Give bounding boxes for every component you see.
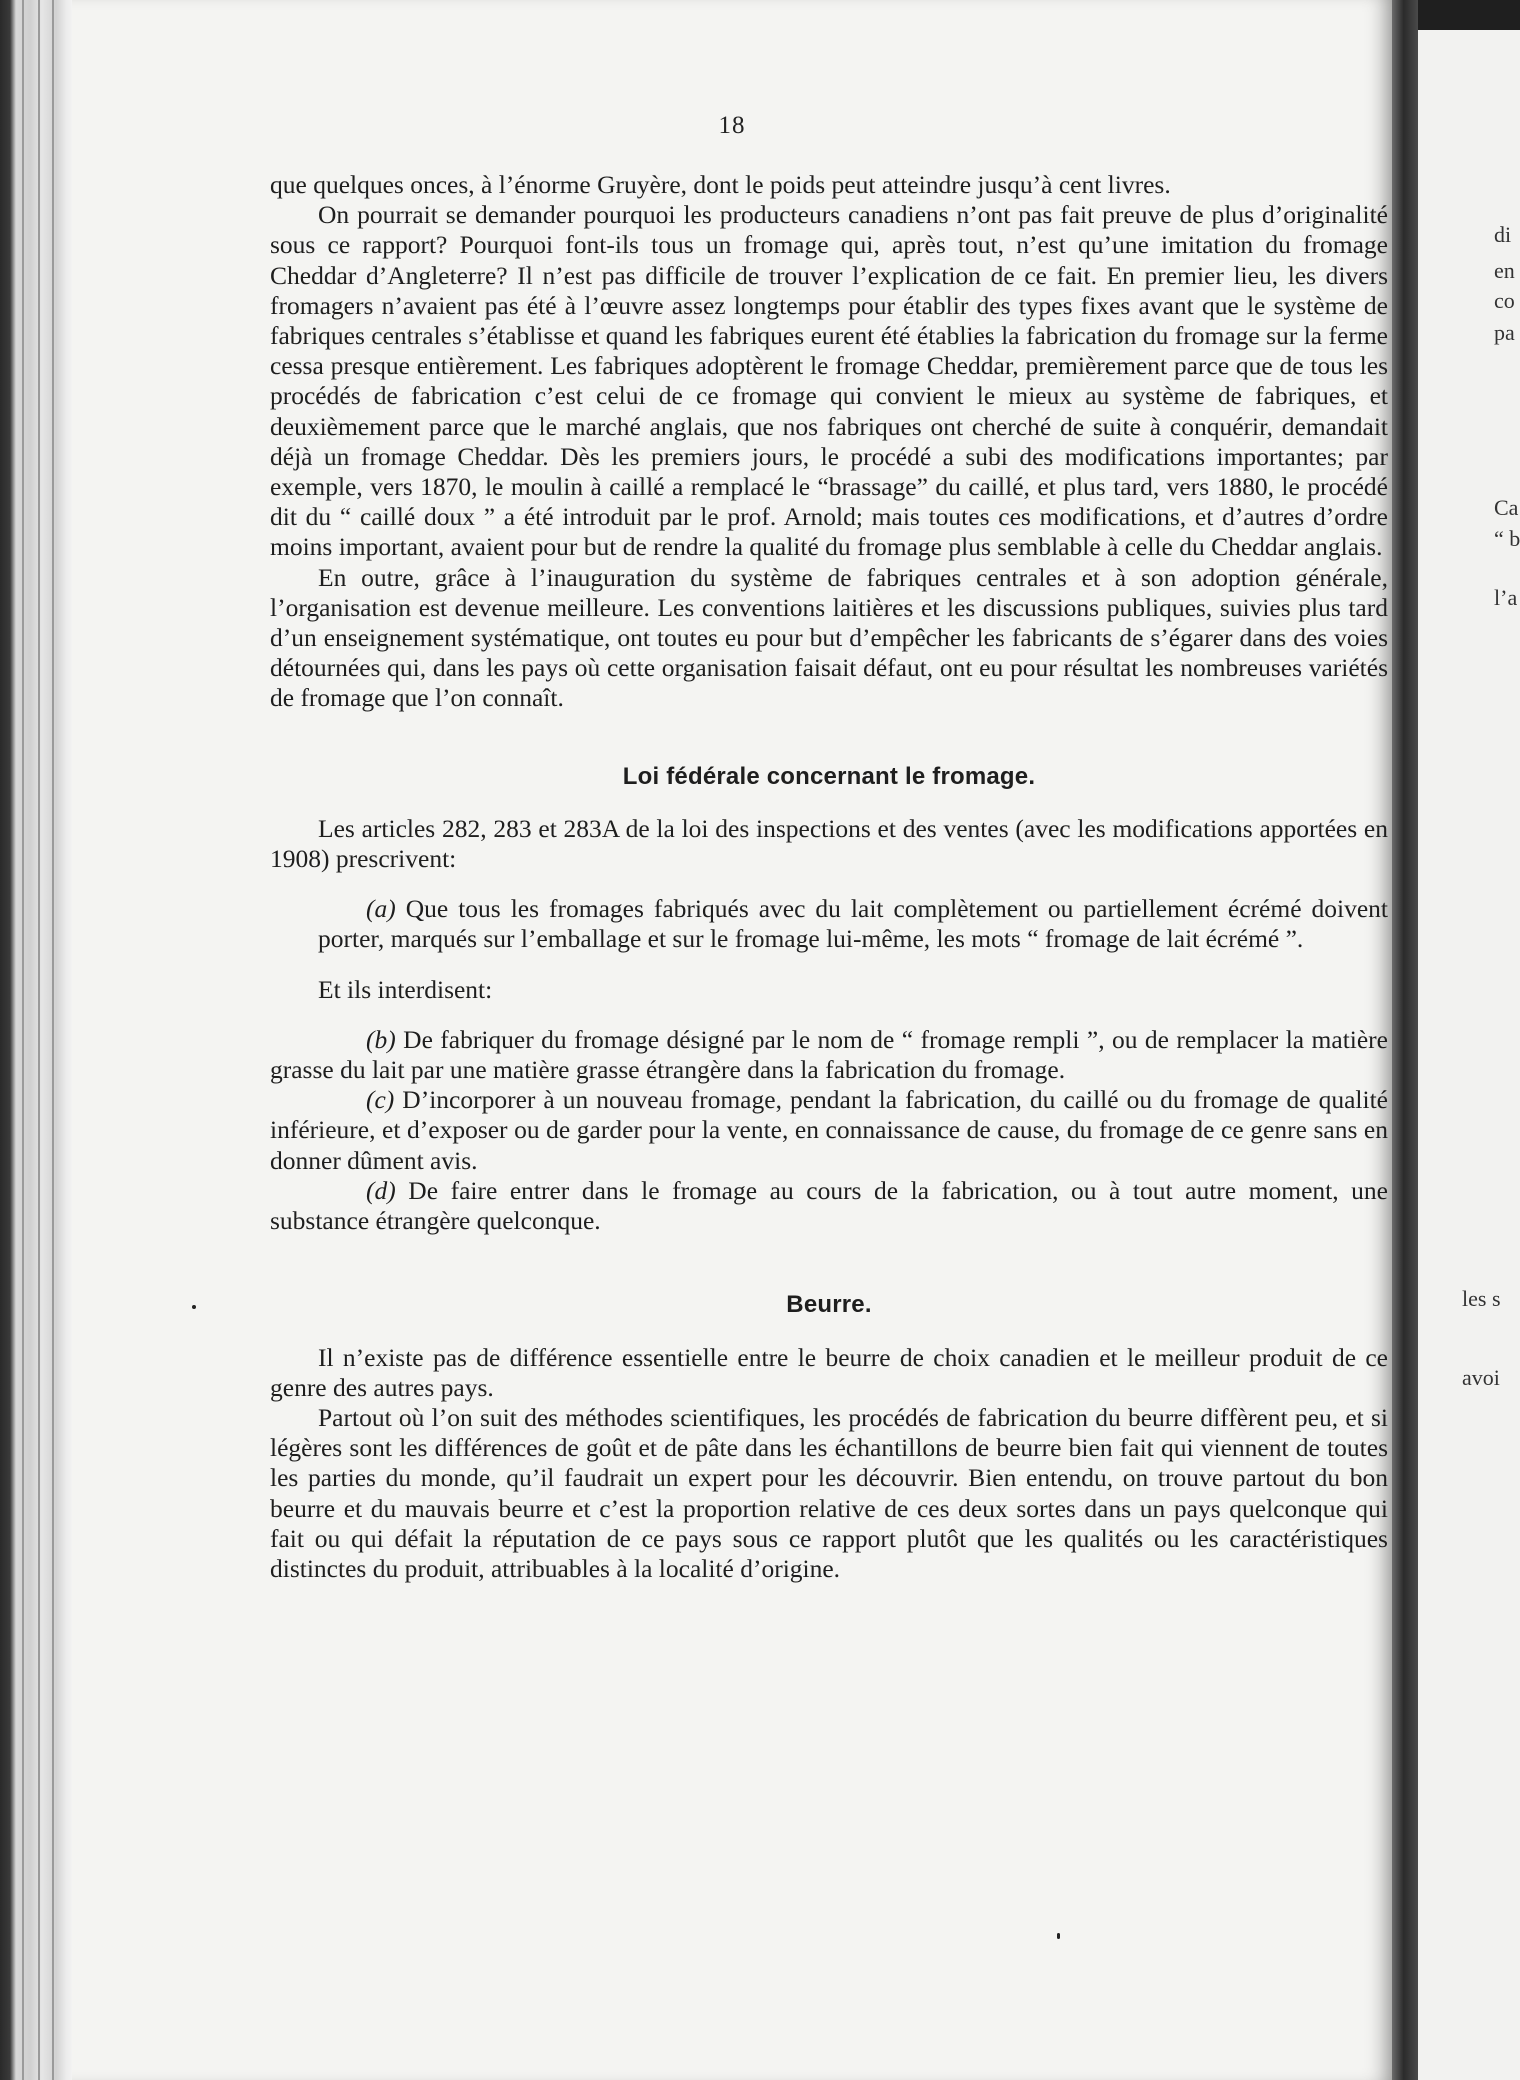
item-marker: (d) <box>366 1175 396 1205</box>
section-heading-butter: Beurre. <box>786 1291 872 1319</box>
butter-paragraph-1: Il n’existe pas de différence essentielle entre le beurre de choix canadien et le meilleur produit de ce genre des autres pays. <box>270 1342 1388 1402</box>
facing-text-fragment: pa <box>1494 320 1515 345</box>
facing-page-edge <box>1418 30 1520 2080</box>
paragraph-continuation: que quelques onces, à l’énorme Gruyère, dont le poids peut atteindre jusqu’à cent livres. <box>270 170 1171 199</box>
section-heading-cheese-law: Loi fédérale concernant le fromage. <box>622 762 1036 790</box>
law-item-text: De fabriquer du fromage désigné par le nom de “ fromage rempli ”, ou de remplacer la matière grasse du lait par une matière grasse étrangère dans la fabrication du fromage. <box>270 1024 1388 1085</box>
page-edge-line <box>22 0 24 2080</box>
facing-text-fragment: l’a <box>1494 585 1518 610</box>
law-item-c <box>270 1085 1388 1176</box>
law-item-text: Que tous les fromages fabriqués avec du lait complètement ou partiellement écrémé doivent porter, marqués sur l’emballage et sur le fromage lui-même, les mots “ fromage de lait écrémé ”. <box>318 894 1388 954</box>
law-item-text: D’incorporer à un nouveau fromage, pendant la fabrication, du caillé ou du fromage de qualité inférieure, et d’exposer ou de garder pour la vente, en connaissance de cause, du fromage de ce genre sans en donner dûment avis. <box>270 1085 1388 1175</box>
ink-speck <box>1057 1933 1060 1939</box>
paragraph-cheddar-origin: On pourrait se demander pourquoi les producteurs canadiens n’ont pas fait preuve de plus d’originalité sous ce rapport? Pourquoi font-ils tous un fromage qui, après tout, n’est qu’une imitation du fromage Cheddar d’Angleterre? Il n’est pas difficile de trouver l’explication de ce fait. En premier lieu, les divers fromagers n’avaient pas été à l’œuvre assez longtemps pour établir des types fixes avant que le système de fabriques centrales s’établisse et quand les fabriques eurent été établies la fabrication du fromage sur la ferme cessa presque entièrement. Les fabriques adoptèrent le fromage Cheddar, premièrement parce que de tous les procédés de fabrication c’est celui de ce fromage qui convient le mieux au système de fabriques, et deuxièmement parce que le marché anglais, que nos fabriques ont cherché de suite à conquérir, demandait déjà un fromage Cheddar. Dès les premiers jours, le procédé a subi des modifications importantes; par exemple, vers 1870, le moulin à caillé a remplacé le “brassage” du caillé, et plus tard, vers 1880, le procédé dit du “ caillé doux ” a été introduit par le prof. Arnold; mais toutes ces modifications, et d’autres d’ordre moins important, avaient pour but de rendre la qualité du fromage plus semblable à celle du Cheddar anglais. <box>270 200 1388 562</box>
page-content <box>270 170 1388 1584</box>
facing-text-fragment: di <box>1494 222 1512 247</box>
facing-text-fragment: co <box>1494 288 1515 313</box>
facing-text-fragment: “ b <box>1494 526 1520 551</box>
item-marker: (a) <box>366 894 396 924</box>
facing-text-fragment: avoi <box>1462 1365 1500 1390</box>
book-edge-strip <box>0 0 72 2080</box>
interdict-line: Et ils interdisent: <box>318 974 493 1004</box>
law-intro-paragraph: Les articles 282, 283 et 283A de la loi des inspections et des ventes (avec les modifications apportées en 1908) prescrivent: <box>270 813 1388 874</box>
item-marker: (c) <box>366 1085 395 1115</box>
law-item-b <box>270 1025 1388 1085</box>
page-edge-line <box>52 0 54 2080</box>
paragraph-organisation: En outre, grâce à l’inauguration du système de fabriques centrales et à son adoption générale, l’organisation est devenue meilleure. Les conventions laitières et les discussions publiques, suivies plus tard d’un enseignement systématique, ont toutes eu pour but d’empêcher les fabricants de s’égarer dans des voies détournées qui, dans les pays où cette organisation faisait défaut, ont eu pour résultat les nombreuses variétés de fromage que l’on connaît. <box>270 562 1388 713</box>
butter-paragraph-2: Partout où l’on suit des méthodes scientifiques, les procédés de fabrication du beurre diffèrent peu, et si légères sont les différences de goût et de pâte dans les échantillons de beurre bien fait qui viennent de toutes les parties du monde, qu’il faudrait un expert pour les découvrir. Bien entendu, on trouve partout du bon beurre et du mauvais beurre et c’est la proportion relative de ces deux sortes dans un pays quelconque qui fait ou qui défait la réputation de ce pays sous ce rapport plutôt que les qualités ou les caractéristiques distinctes du produit, attribuables à la localité d’origine. <box>270 1402 1388 1583</box>
law-item-a <box>270 894 1388 954</box>
law-item-text: De faire entrer dans le fromage au cours de la fabrication, ou à tout autre moment, une substance étrangère quelconque. <box>270 1175 1388 1236</box>
item-marker: (b) <box>366 1024 396 1054</box>
law-item-d <box>270 1176 1388 1236</box>
scanned-page <box>72 0 1392 2080</box>
facing-text-fragment: les s <box>1462 1286 1501 1311</box>
facing-text-fragment: en <box>1494 258 1515 283</box>
page-edge-line <box>38 0 40 2080</box>
book-gutter <box>1392 0 1418 2080</box>
page-number: 18 <box>718 112 746 139</box>
ink-speck <box>192 1305 196 1309</box>
facing-text-fragment: Ca <box>1494 495 1519 520</box>
